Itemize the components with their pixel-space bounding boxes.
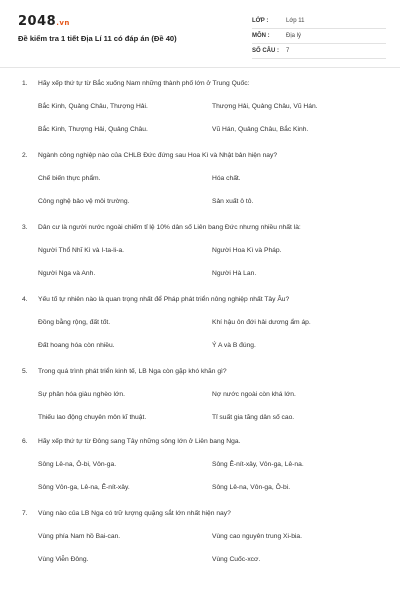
exam-title: Đề kiểm tra 1 tiết Địa Lí 11 có đáp án (Đề 40): [18, 34, 177, 43]
meta-value: Lớp 11: [286, 18, 305, 24]
option-c[interactable]: Đất hoang hóa còn nhiều.: [38, 342, 115, 349]
meta-value: Địa lý: [286, 33, 302, 39]
question-number: 3.: [22, 224, 28, 231]
option-d[interactable]: Sản xuất ô tô.: [212, 198, 254, 205]
site-logo[interactable]: [18, 14, 70, 29]
option-a[interactable]: Sự phân hóa giàu nghèo lớn.: [38, 391, 125, 398]
option-c[interactable]: Công nghệ bảo vệ môi trường.: [38, 198, 130, 205]
question-stem: Hãy xếp thứ tự từ Đông sang Tây những sông lớn ở Liên bang Nga.: [38, 438, 241, 445]
meta-row-subject: [252, 29, 386, 44]
option-d[interactable]: Người Hà Lan.: [212, 270, 257, 277]
meta-key: SỐ CÂU :: [252, 48, 279, 54]
logo-suffix: .vn: [56, 19, 70, 27]
question-stem: Yếu tố tự nhiên nào là quan trọng nhất để Pháp phát triển nông nghiệp nhất Tây Âu?: [38, 296, 290, 303]
option-c[interactable]: Thiếu lao động chuyên môn kĩ thuật.: [38, 414, 147, 421]
question-stem: Dân cư là người nước ngoài chiếm tỉ lệ 10% dân số Liên bang Đức nhưng nhiều nhất là:: [38, 224, 301, 231]
option-c[interactable]: Vùng Viễn Đông.: [38, 556, 89, 563]
option-d[interactable]: Vùng Cuốc-xcơ.: [212, 556, 261, 563]
question-text: [22, 152, 277, 159]
option-a[interactable]: Vùng phía Nam hồ Bai-can.: [38, 533, 121, 540]
question-stem: Hãy xếp thứ tự từ Bắc xuống Nam những thành phố lớn ở Trung Quốc:: [38, 80, 250, 87]
option-b[interactable]: Khí hậu ôn đới hải dương ẩm áp.: [212, 319, 311, 326]
question-stem: Ngành công nghiệp nào của CHLB Đức đứng sau Hoa Kì và Nhật bản hiện nay?: [38, 152, 278, 159]
meta-row-class: [252, 14, 386, 29]
meta-value: 7: [286, 48, 290, 54]
option-b[interactable]: Hóa chất.: [212, 175, 241, 182]
question-text: [22, 80, 249, 87]
question-text: [22, 438, 240, 445]
question-stem: Vùng nào của LB Nga có trữ lượng quặng sắt lớn nhất hiện nay?: [38, 510, 231, 517]
option-d[interactable]: Ý A và B đúng.: [212, 342, 256, 349]
question-text: [22, 296, 289, 303]
option-b[interactable]: Nợ nước ngoài còn khá lớn.: [212, 391, 296, 398]
question-number: 7.: [22, 510, 28, 517]
option-a[interactable]: Người Thổ Nhĩ Kì và I-ta-li-a.: [38, 247, 125, 254]
option-b[interactable]: Người Hoa Kì và Pháp.: [212, 247, 282, 254]
option-d[interactable]: Tỉ suất gia tăng dân số cao.: [212, 414, 295, 421]
exam-meta: [252, 14, 386, 59]
header-divider: [0, 67, 400, 68]
option-b[interactable]: Vùng cao nguyên trung Xi-bia.: [212, 533, 302, 540]
question-text: [22, 368, 227, 375]
option-c[interactable]: Người Nga và Anh.: [38, 270, 96, 277]
option-a[interactable]: Bắc Kinh, Quảng Châu, Thượng Hải.: [38, 103, 148, 110]
page-header: [0, 0, 400, 70]
option-a[interactable]: Chế biến thực phẩm.: [38, 175, 101, 182]
meta-row-count: [252, 44, 386, 59]
logo-text: 2048: [18, 14, 57, 29]
option-c[interactable]: Bắc Kinh, Thượng Hải, Quảng Châu.: [38, 126, 148, 133]
question-stem: Trong quá trình phát triển kinh tế, LB Nga còn gặp khó khăn gì?: [38, 368, 227, 375]
question-number: 5.: [22, 368, 28, 375]
option-a[interactable]: Đồng bằng rộng, đất tốt.: [38, 319, 111, 326]
question-text: [22, 510, 231, 517]
meta-key: LỚP :: [252, 18, 269, 24]
option-d[interactable]: Sông Lê-na, Vôn-ga, Ô-bi.: [212, 484, 291, 491]
question-number: 2.: [22, 152, 28, 159]
option-b[interactable]: Thượng Hải, Quảng Châu, Vũ Hán.: [212, 103, 318, 110]
question-number: 4.: [22, 296, 28, 303]
option-a[interactable]: Sông Lê-na, Ô-bi, Vôn-ga.: [38, 461, 117, 468]
option-d[interactable]: Vũ Hán, Quảng Châu, Bắc Kinh.: [212, 126, 309, 133]
meta-key: MÔN :: [252, 33, 270, 39]
question-number: 6.: [22, 438, 28, 445]
option-c[interactable]: Sông Vôn-ga, Lê-na, Ê-nít-xây.: [38, 484, 130, 491]
option-b[interactable]: Sông Ê-nít-xây, Vôn-ga, Lê-na.: [212, 461, 304, 468]
question-text: [22, 224, 301, 231]
question-number: 1.: [22, 80, 28, 87]
